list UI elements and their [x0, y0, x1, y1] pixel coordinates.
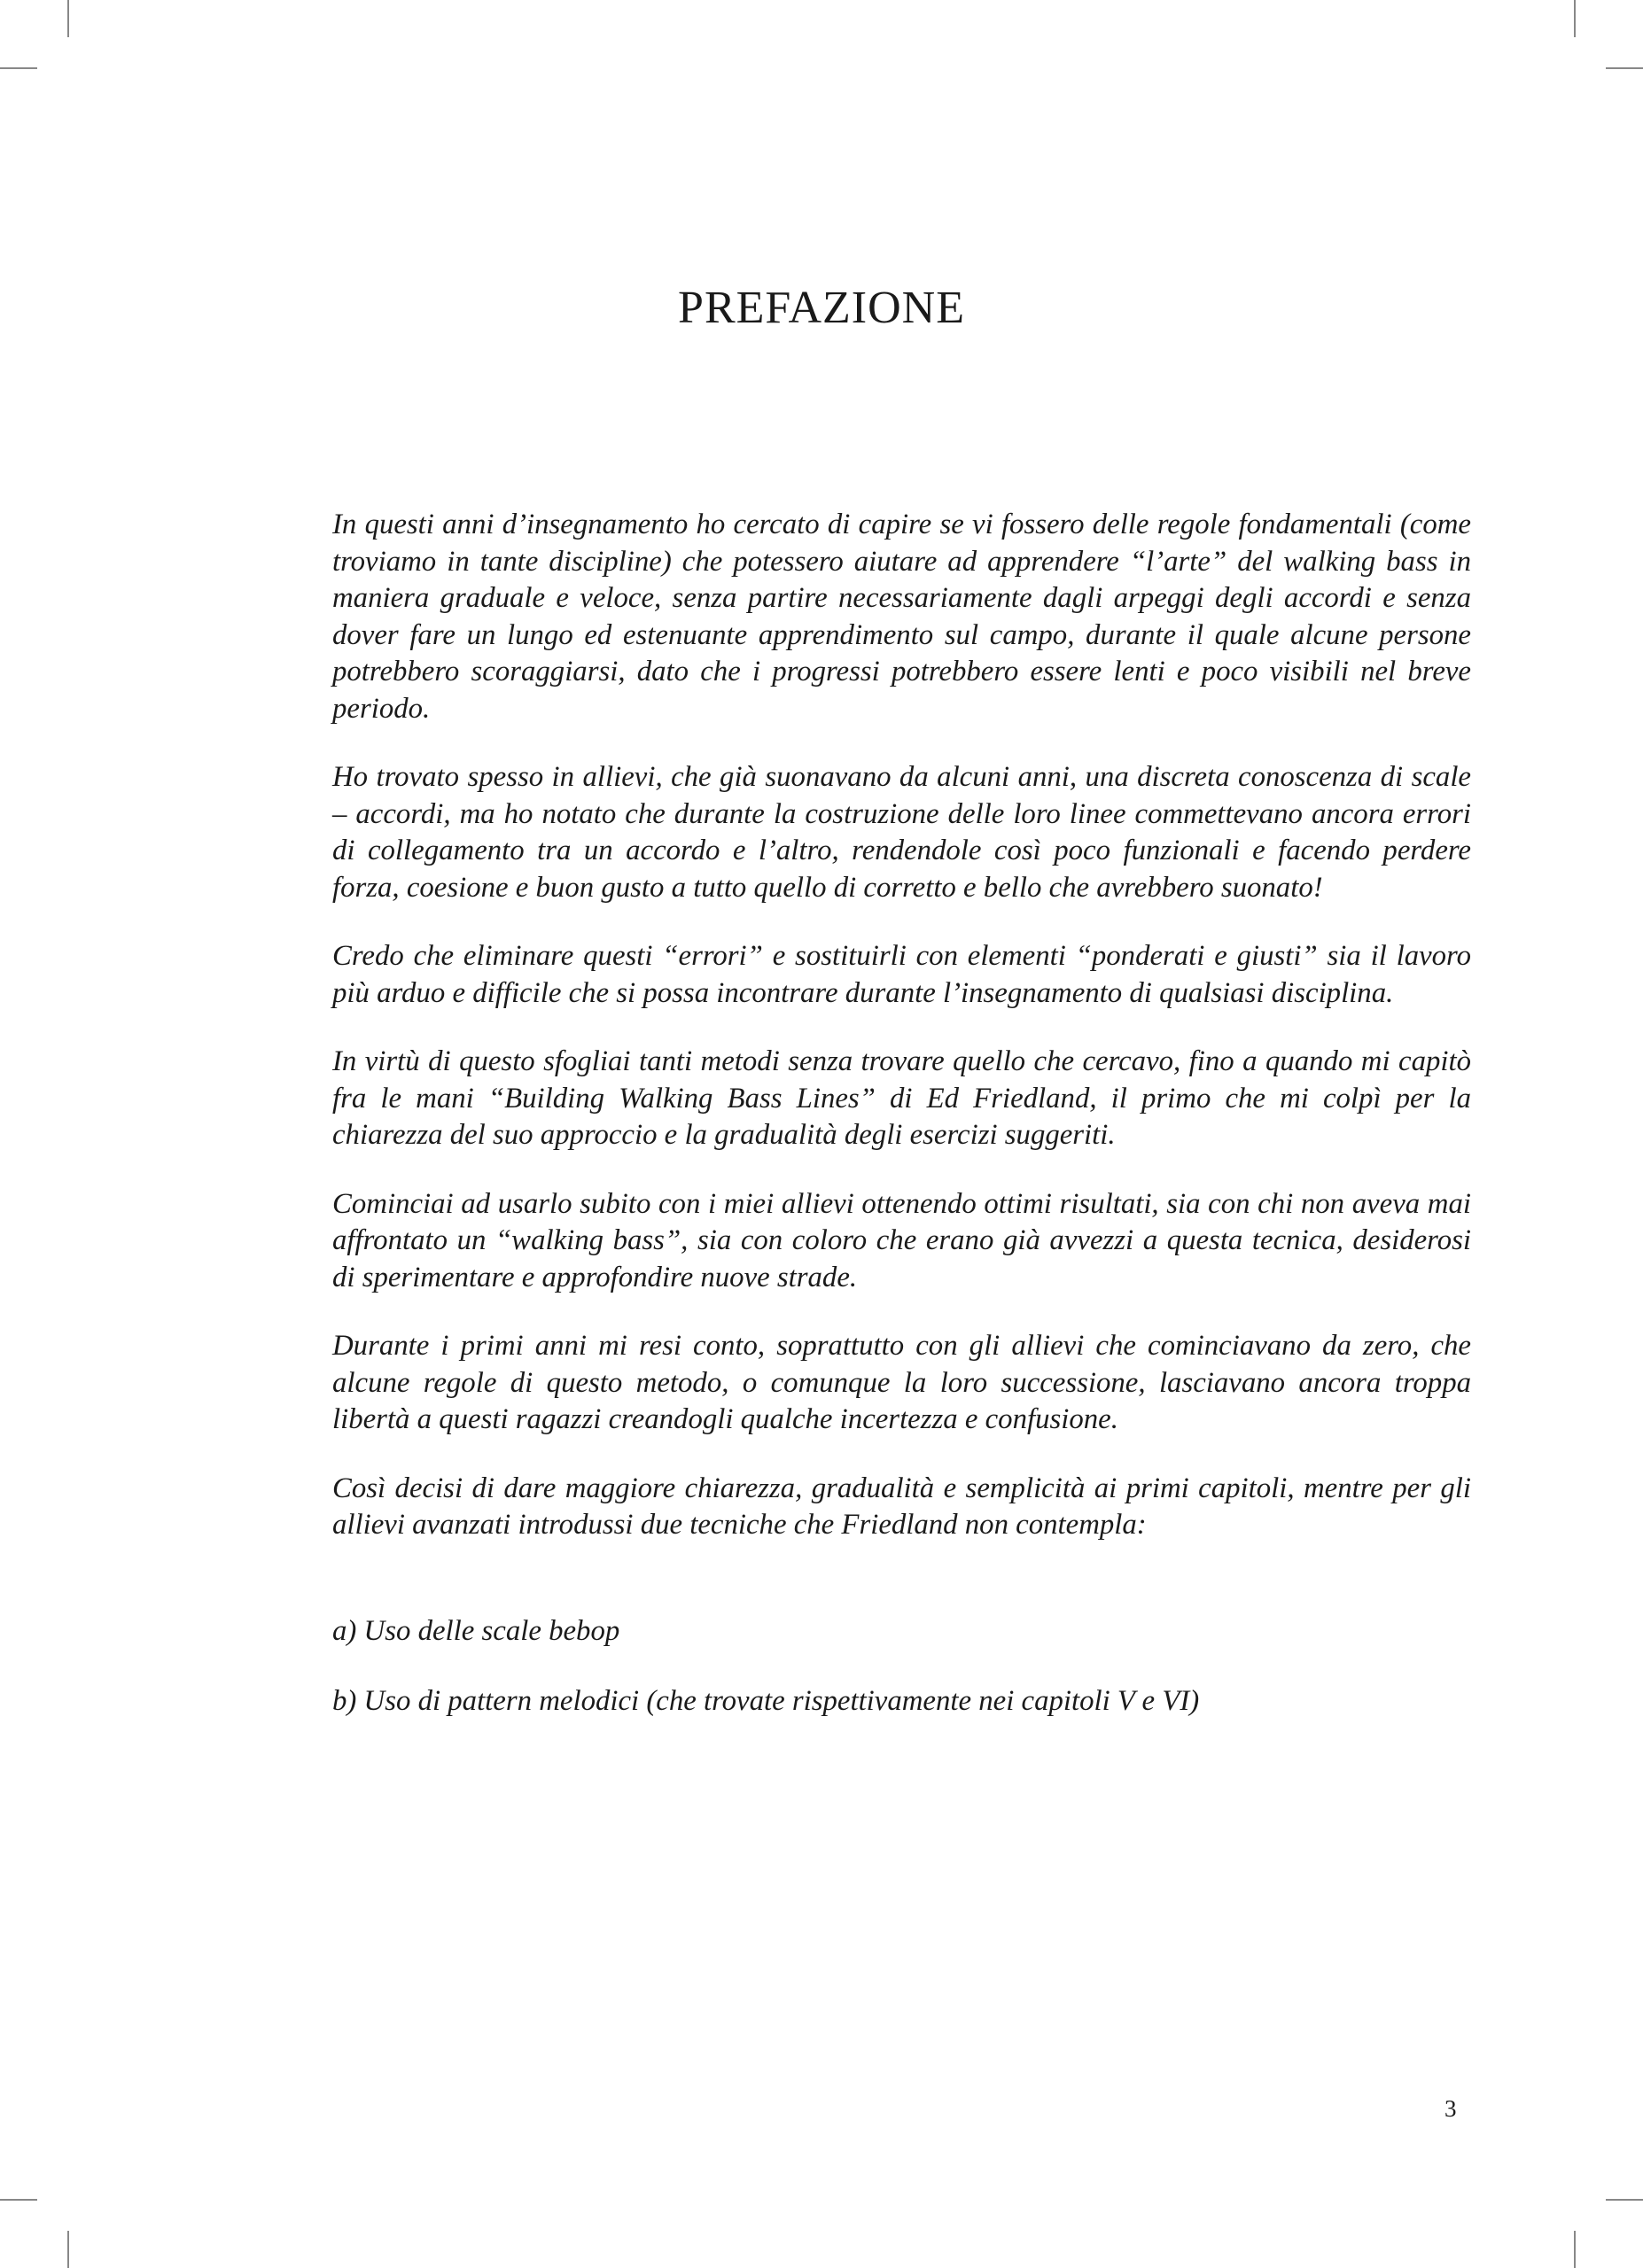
list-item-b: b) Uso di pattern melodici (che trovate rispettivamente nei capitoli V e VI) — [332, 1685, 1200, 1717]
crop-mark-top-right-vertical — [1574, 0, 1576, 37]
paragraph-5: Cominciai ad usarlo subito con i miei allievi ottenendo ottimi risultati, sia con chi non aveva mai affrontato un “walking bass”, sia con coloro che erano già avvezzi a questa tecnica, desiderosi di sperimentare e approfondire nuove strade. — [332, 1187, 1471, 1293]
page-title: PREFAZIONE — [678, 283, 965, 333]
crop-mark-bottom-right-horizontal — [1606, 2199, 1643, 2201]
paragraph-6: Durante i primi anni mi resi conto, soprattutto con gli allievi che cominciavano da zero, che alcune regole di questo metodo, o comunque la loro successione, lasciavano ancora troppa libertà a questi ragazzi creandogli qualche incertezza e confusione. — [332, 1330, 1471, 1435]
crop-mark-bottom-left-vertical — [67, 2231, 69, 2268]
paragraph-3: Credo che eliminare questi “errori” e sostituirli con elementi “ponderati e giusti” sia il lavoro più arduo e difficile che si possa incontrare durante l’insegnamento di qualsiasi disciplina. — [332, 940, 1471, 1009]
crop-mark-top-left-vertical — [67, 0, 69, 37]
crop-mark-bottom-left-horizontal — [0, 2199, 37, 2201]
crop-mark-bottom-right-vertical — [1574, 2231, 1576, 2268]
body-text — [332, 507, 1471, 1754]
crop-mark-top-left-horizontal — [0, 67, 37, 69]
paragraph-2: Ho trovato spesso in allievi, che già suonavano da alcuni anni, una discreta conoscenza di scale – accordi, ma ho notato che durante la costruzione delle loro linee commettevano ancora errori di collegamento tra un accordo e l’altro, rendendole così poco funzionali e facendo perdere forza, coesione e buon gusto a tutto quello di corretto e bello che avrebbero suonato! — [332, 761, 1471, 904]
page-number: 3 — [1444, 2095, 1457, 2122]
list-item-a: a) Uso delle scale bebop — [332, 1614, 620, 1647]
paragraph-1: In questi anni d’insegnamento ho cercato di capire se vi fossero delle regole fondamentali (come troviamo in tante discipline) che potessero aiutare ad apprendere “l’arte” del walking bass in maniera graduale e veloce, senza partire necessariamente dagli arpeggi degli accordi e senza dover fare un lungo ed estenuante apprendimento sul campo, durante il quale alcune persone potrebbero scoraggiarsi, dato che i progressi potrebbero essere lenti e poco visibili nel breve periodo. — [332, 509, 1471, 725]
paragraph-7: Così decisi di dare maggiore chiarezza, gradualità e semplicità ai primi capitoli, mentre per gli allievi avanzati introdussi due tecniche che Friedland non contempla: — [332, 1472, 1471, 1541]
crop-mark-top-right-horizontal — [1606, 67, 1643, 69]
paragraph-4: In virtù di questo sfogliai tanti metodi senza trovare quello che cercavo, fino a quando mi capitò fra le mani “Building Walking Bass Lines” di Ed Friedland, il primo che mi colpì per la chiarezza del suo approccio e la gradualità degli esercizi suggeriti. — [332, 1045, 1471, 1151]
